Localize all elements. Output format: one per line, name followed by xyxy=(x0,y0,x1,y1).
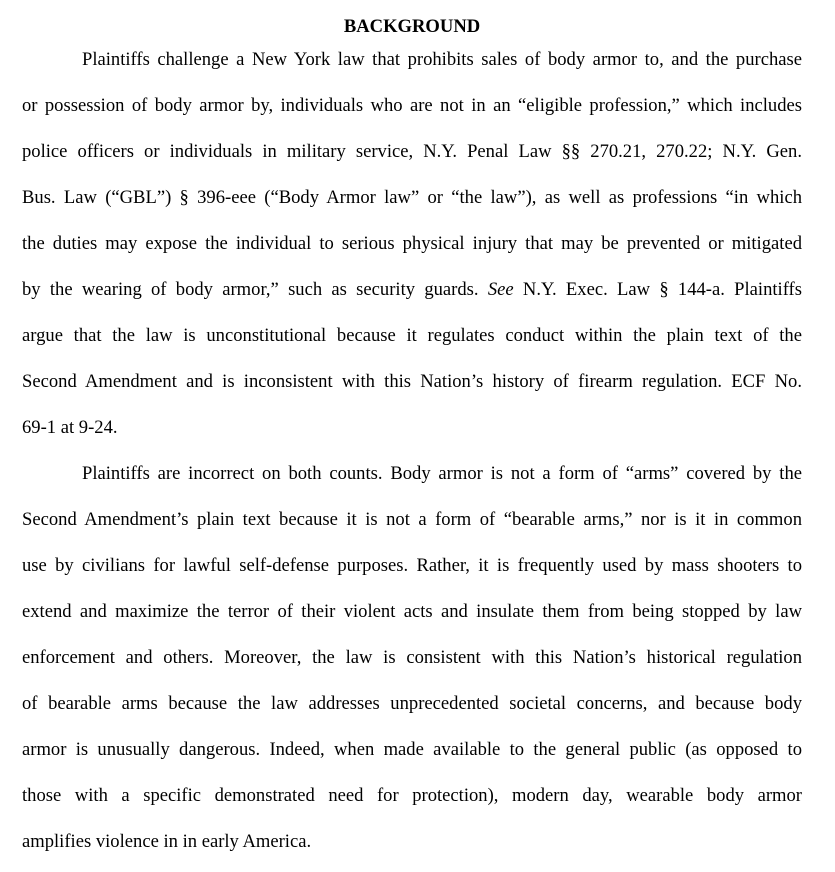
document-page xyxy=(22,13,802,865)
text-line: of bearable arms because the law addresses unprecedented societal concerns, and because body xyxy=(22,693,802,714)
citation-signal: See xyxy=(487,279,514,300)
text-line: Bus. Law (“GBL”) § 396-eee (“Body Armor law” or “the law”), as well as professions “in which xyxy=(22,187,802,208)
text-line xyxy=(22,267,802,313)
text-line: amplifies violence in in early America. xyxy=(22,831,312,852)
text-line: Plaintiffs challenge a New York law that prohibits sales of body armor to, and the purchase xyxy=(82,49,802,70)
text-line: Plaintiffs are incorrect on both counts. Body armor is not a form of “arms” covered by the xyxy=(82,463,802,484)
text-line: those with a specific demonstrated need for protection), modern day, wearable body armor xyxy=(22,785,802,806)
paragraph-1 xyxy=(22,37,802,451)
text-segment: by the wearing of body armor,” such as security guards. xyxy=(22,279,488,300)
text-line: argue that the law is unconstitutional because it regulates conduct within the plain text of the xyxy=(22,325,802,346)
text-line: police officers or individuals in military service, N.Y. Penal Law §§ 270.21, 270.22; N.Y. Gen. xyxy=(22,141,802,162)
paragraph-2 xyxy=(22,451,802,865)
text-line: Second Amendment’s plain text because it is not a form of “bearable arms,” nor is it in common xyxy=(22,509,802,530)
text-segment: N.Y. Exec. Law § 144-a. Plaintiffs xyxy=(513,279,802,300)
text-line: Second Amendment and is inconsistent with this Nation’s history of firearm regulation. ECF No. xyxy=(22,371,802,392)
text-line: use by civilians for lawful self-defense purposes. Rather, it is frequently used by mass shooters to xyxy=(22,555,802,576)
text-line: extend and maximize the terror of their violent acts and insulate them from being stopped by law xyxy=(22,601,802,622)
text-line: armor is unusually dangerous. Indeed, when made available to the general public (as opposed to xyxy=(22,739,802,760)
section-heading: BACKGROUND xyxy=(343,16,481,37)
text-line: enforcement and others. Moreover, the law is consistent with this Nation’s historical regulation xyxy=(22,647,802,668)
text-line: 69-1 at 9-24. xyxy=(22,417,118,438)
text-line: or possession of body armor by, individuals who are not in an “eligible profession,” which includes xyxy=(22,95,802,116)
text-line: the duties may expose the individual to serious physical injury that may be prevented or mitigated xyxy=(22,233,802,254)
